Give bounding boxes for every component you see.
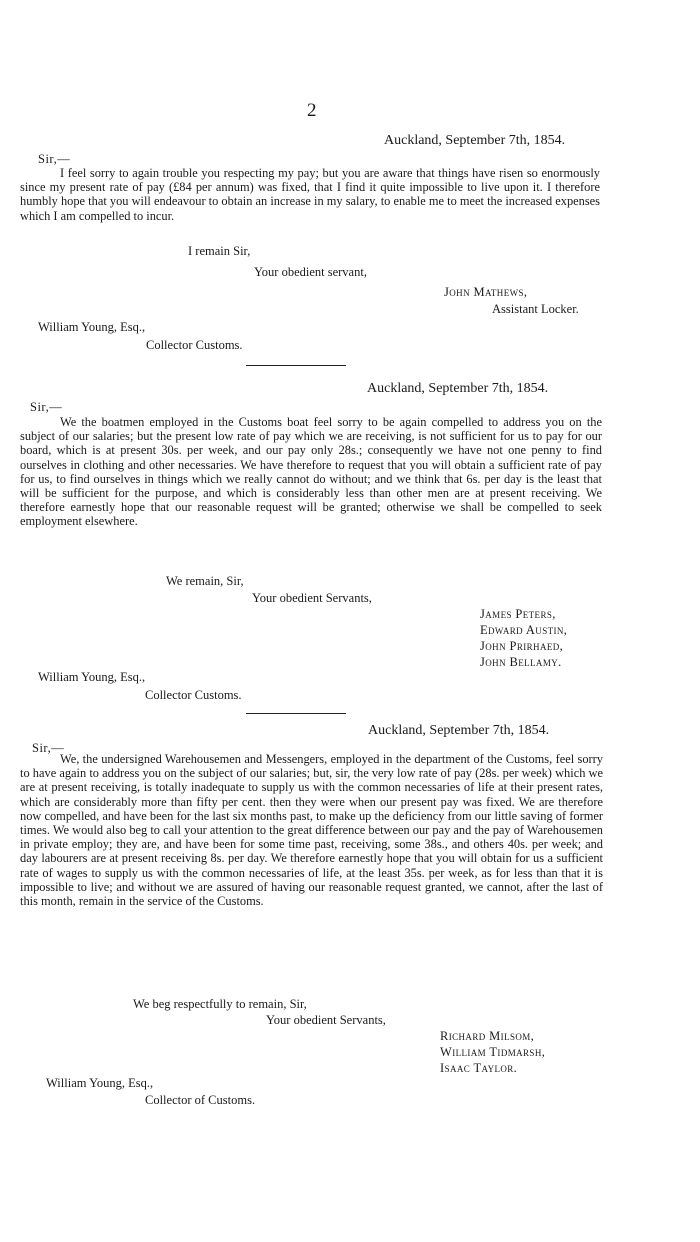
letter-1-paragraph: I feel sorry to again trouble you respecting my pay; but you are aware that things have risen so enormously since my present rate of pay (£84 per annum) was fixed, that I find it quite impossible to live upon it. I therefore humbly hope that you will endeavour to obtain an increase in my salary, to enable me to meet the increased expenses which I am compelled to incur. [20,166,600,223]
letter-3-signatory: Richard Milsom, [440,1029,535,1043]
letter-1-addressee-title: Collector Customs. [146,338,243,352]
letter-3-date: Auckland, September 7th, 1854. [368,723,550,738]
letter-3-closing: We beg respectfully to remain, Sir, [133,997,307,1011]
letter-2-closing: We remain, Sir, [166,574,244,588]
letter-2-date: Auckland, September 7th, 1854. [367,381,549,396]
section-divider [246,365,346,366]
letter-1-addressee-name: William Young, Esq., [38,320,146,334]
letter-2-salutation: Sir,— [30,400,63,414]
letter-2-body [20,415,602,529]
letter-3-addressee-name: William Young, Esq., [46,1076,154,1090]
letter-1-signatory-title: Assistant Locker. [492,302,579,316]
letter-1-salutation: Sir,— [38,152,71,166]
letter-1-body [20,166,600,223]
letter-3-addressee-title: Collector of Customs. [145,1093,256,1107]
letter-3-complimentary-close: Your obedient Servants, [266,1013,386,1027]
letter-2-signatory: Edward Austin, [480,623,568,637]
letter-2-addressee-title: Collector Customs. [145,688,242,702]
letter-1-signatory: John Mathews, [444,285,528,299]
page-number: 2 [307,100,317,121]
letter-2-complimentary-close: Your obedient Servants, [252,591,372,605]
letter-3-salutation: Sir,— [32,741,65,755]
letter-2-signatory: John Prirhaed, [480,639,564,653]
letter-3-body [20,752,603,908]
letter-1-date: Auckland, September 7th, 1854. [384,133,566,148]
letter-2-signatory: John Bellamy. [480,655,562,669]
letter-1-closing: I remain Sir, [188,244,251,258]
section-divider [246,713,346,714]
letter-2-paragraph: We the boatmen employed in the Customs boat feel sorry to be again compelled to address you on the subject of our salaries; but the present low rate of pay which we are receiving, is not sufficient for us to pay for our board, which is at present 30s. per week, and our pay only 28s.; consequently we have not one penny to find ourselves in clothing and other necessaries. We have therefore to request that you will obtain a sufficient rate of pay for us, to find ourselves in things which we really cannot do without; and we think that 6s. per day is the least that will be sufficient for the purpose, and which is considerably less than other men are at present receiving. We therefore earnestly hope that our reasonable request will be granted; otherwise we shall be compelled to seek employment elsewhere. [20,415,602,529]
letter-1-complimentary-close: Your obedient servant, [254,265,367,279]
letter-2-addressee-name: William Young, Esq., [38,670,146,684]
letter-3-signatory: Isaac Taylor. [440,1061,518,1075]
letter-2-signatory: James Peters, [480,607,556,621]
letter-3-signatory: William Tidmarsh, [440,1045,546,1059]
letter-3-paragraph: We, the undersigned Warehousemen and Messengers, employed in the department of the Customs, feel sorry to have again to address you on the subject of our salaries; but, sir, the very low rate of pay (28s. per week) which we are at present receiving, is totally inadequate to supply us with the common necessaries of life at their present rates, which are considerably more than fifty per cent. then they were when our present pay was fixed. We are therefore now compelled, and have been for the last six months past, to make up the deficiency from our little saving of former times. We would also beg to call your attention to the great difference between our pay and the pay of Warehousemen in private employ; they are, and have been for some time past, receiving, some 38s., and others 40s. per week; and day labourers are at present receiving 8s. per day. We therefore earnestly hope that you will obtain for us a sufficient rate of wages to supply us with the common necessaries of life, at the least 35s. per week, as for less than that it is impossible to live; and without we are assured of having our reasonable request granted, we cannot, after the last of this month, remain in the service of the Customs. [20,752,603,909]
